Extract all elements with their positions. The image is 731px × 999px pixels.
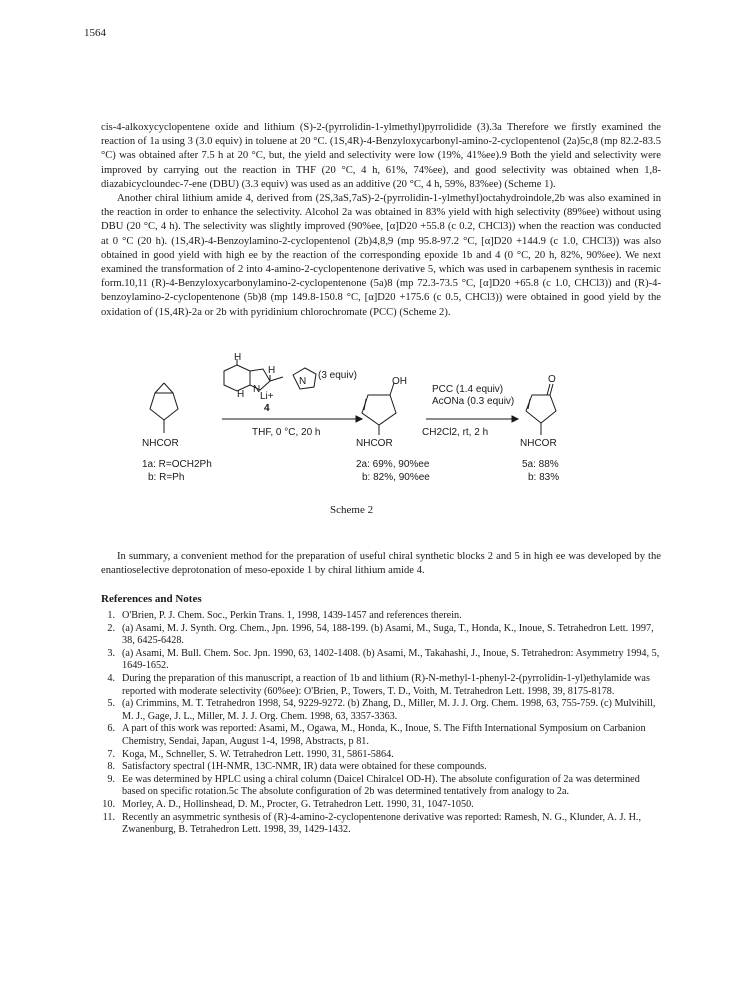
amide-h-right-label: H bbox=[268, 365, 276, 376]
cyclopentenone-structure bbox=[526, 384, 556, 435]
reference-text: Recently an asymmetric synthesis of (R)-4-amino-2-cyclopentenone derivative was reported: Ramesh, N. G., Klunder, A. J. H., Zwanenburg, B. Tetrahedron Lett. 1998, 39, 1429-1432. bbox=[122, 811, 642, 836]
compound-2a-label: 2a: 69%, 90%ee bbox=[356, 459, 430, 470]
reference-item bbox=[101, 812, 661, 837]
reference-text: Morley, A. D., Hollinshead, D. M., Procter, G. Tetrahedron Lett. 1990, 31, 1047-1050. bbox=[122, 798, 474, 810]
reference-item bbox=[101, 749, 661, 762]
step2-reagent-1: PCC (1.4 equiv) bbox=[432, 384, 504, 395]
scheme-caption: Scheme 2 bbox=[330, 504, 374, 516]
compound-5b-label: b: 83% bbox=[528, 472, 560, 483]
reference-text: O'Brien, P. J. Chem. Soc., Perkin Trans. 1, 1998, 1439-1457 and references therein. bbox=[122, 610, 462, 621]
reference-number: 5. bbox=[107, 698, 115, 710]
cyclopentenol-structure bbox=[362, 383, 396, 435]
amide-h-left-label: H bbox=[237, 389, 245, 400]
reference-text: (a) Asami, M. Bull. Chem. Soc. Jpn. 1990, 63, 1402-1408. (b) Asami, M., Takahashi, J., Inoue, S. Tetrahedron: Asymmetry 1994, 5, 1649-1652. bbox=[122, 647, 660, 672]
epoxide-structure bbox=[150, 383, 178, 433]
reference-text: During the preparation of this manuscript, a reaction of 1b and lithium (R)-N-methyl-1-phenyl-2-(pyrrolidin-1-yl)ethylamide was reported with moderate selectivity (60%ee): O'Brien, P., Towers, T. D., Voith, M. Tetrahedron Lett. 1998, 39, 8175-8178. bbox=[122, 672, 650, 697]
reference-item bbox=[101, 623, 661, 648]
reagent-equiv-label: (3 equiv) bbox=[318, 370, 357, 381]
reference-number: 8. bbox=[107, 761, 115, 773]
reference-number: 9. bbox=[107, 773, 115, 785]
page-number: 1564 bbox=[84, 27, 106, 39]
pyrrolidine-n-label: N bbox=[299, 376, 307, 387]
reference-text: (a) Crimmins, M. T. Tetrahedron 1998, 54, 9229-9272. (b) Zhang, D., Miller, M. J. J. Org. Chem. 1998, 63, 755-759. (c) Mulvihill, M. J., Gage, J. L., Miller, M. J. J. Org. Chem. 1998, 63, 3357-3363. bbox=[122, 698, 656, 722]
reference-number: 3. bbox=[107, 647, 115, 659]
paragraph-2: Another chiral lithium amide 4, derived from (2S,3aS,7aS)-2-(pyrrolidin-1-ylmethyl)octahydroindole,2b was also examined in the reaction in order to enhance the selectivity. Alcohol 2a was obtained in 83% yield with high selectivity (89%ee) without using DBU (20 °C, 4 h). The selectivity was slightly improved (90%ee, [α]D20 +55.8 (c 0.2, CHCl3)) when the reaction was conducted at 0 °C (20 h). (1S,4R)-4-Benzoylamino-2-cyclopentenol (2b)4,8,9 (mp 95.8-97.2 °C, [α]D20 +144.9 (c 1.0, CHCl3)) was also obtained in good yield with high ee by the reaction of the corresponding epoxide 1b and 4 (0 °C, 20 h, 82%, 90%ee). We next examined the transformation of 2 into 4-amino-2-cyclopentenone derivative 5, which was used in carbapenem synthesis in racemic form.10,11 (R)-4-Benzyloxycarbonylamino-2-cyclopentenone (5a)8 (mp 72.3-73.5 °C, [α]D20 +65.8 (c 1.0, CHCl3)) and (R)-4-benzoylamino-2-cyclopentenone (5b)8 (mp 149.8-150.8 °C, [α]D20 +175.6 (c 0.5, CHCl3)) were obtained in good yield by the oxidation of (1S,4R)-2a or 2b with pyridinium chlorochromate (PCC) (Scheme 2). bbox=[101, 193, 661, 318]
references-heading: References and Notes bbox=[101, 593, 202, 605]
step2-conditions: CH2Cl2, rt, 2 h bbox=[422, 427, 489, 438]
reference-item bbox=[101, 774, 661, 799]
reference-item bbox=[101, 610, 661, 623]
reference-item bbox=[101, 648, 661, 673]
lithium-label: Li+ bbox=[260, 391, 274, 402]
reference-item bbox=[101, 673, 661, 698]
carbonyl-o-label: O bbox=[548, 374, 556, 385]
reference-text: Koga, M., Schneller, S. W. Tetrahedron Lett. 1990, 31, 5861-5864. bbox=[122, 748, 394, 760]
compound-1a-label: 1a: R=OCH2Ph bbox=[142, 459, 212, 470]
reference-number: 1. bbox=[107, 610, 115, 621]
substituent-2: NHCOR bbox=[356, 438, 393, 449]
substituent-1: NHCOR bbox=[142, 438, 179, 449]
amide-n-label: N bbox=[253, 384, 261, 395]
paragraph-1: cis-4-alkoxycyclopentene oxide and lithium (S)-2-(pyrrolidin-1-ylmethyl)pyrrolidide (3).3a Therefore we firstly examined the reaction of 1a using 3 (3.0 equiv) in toluene at 20 °C. (1S,4R)-4-Benzyloxycarbonyl-amino-2-cyclopentenol (2a)5c,8 (mp 82.2-83.5 °C) was obtained after 7.5 h at 20 °C, but, the yield and selectivity were low (19%, 41%ee).9 Both the yield and selectivity were improved by carrying out the reaction in THF (20 °C, 4 h, 61%, 74%ee), and good selectivity was obtained when 1,8-diazabicycloundec-7-ene (DBU) (3.3 equiv) was used as an additive (20 °C, 4 h, 59%, 83%ee) (Scheme 1). bbox=[101, 122, 661, 190]
hydroxyl-label: OH bbox=[392, 376, 407, 387]
reference-text: Satisfactory spectral (1H-NMR, 13C-NMR, IR) data were obtained for these compounds. bbox=[122, 761, 487, 773]
reference-text: (a) Asami, M. J. Synth. Org. Chem., Jpn. 1996, 54, 188-199. (b) Asami, M., Suga, T., Honda, K., Inoue, S. Tetrahedron Lett. 1997, 38, 6425-6428. bbox=[122, 622, 654, 647]
reference-item bbox=[101, 761, 661, 774]
compound-2b-label: b: 82%, 90%ee bbox=[362, 472, 430, 483]
reference-number: 11. bbox=[102, 811, 115, 823]
reference-item bbox=[101, 799, 661, 812]
substituent-5: NHCOR bbox=[520, 438, 557, 449]
reference-text: Ee was determined by HPLC using a chiral column (Daicel Chiralcel OD-H). The absolute configuration of 2a was determined based on specific rotation.5c The absolute configuration of 2b was determined tentatively from analogy to 2a. bbox=[122, 773, 640, 798]
reference-number: 10. bbox=[102, 798, 115, 810]
amide-h-top-label: H bbox=[234, 353, 242, 363]
reference-number: 2. bbox=[107, 622, 115, 634]
reagent-number-label: 4 bbox=[264, 403, 270, 414]
reference-text: A part of this work was reported: Asami, M., Ogawa, M., Honda, K., Inoue, S. The Fifth International Symposium on Carbanion Chemistry, Sendai, Japan, August 1-4, 1998, Abstracts, p 81. bbox=[122, 723, 646, 747]
compound-1b-label: b: R=Ph bbox=[148, 472, 185, 483]
body-text bbox=[101, 121, 661, 320]
reference-item bbox=[101, 723, 661, 748]
reference-number: 7. bbox=[107, 748, 115, 760]
step1-conditions: THF, 0 °C, 20 h bbox=[252, 427, 321, 438]
reference-item bbox=[101, 698, 661, 723]
reference-number: 4. bbox=[107, 672, 115, 684]
compound-5a-label: 5a: 88% bbox=[522, 459, 559, 470]
reference-number: 6. bbox=[107, 723, 115, 735]
scheme-2 bbox=[130, 353, 610, 528]
step2-reagent-2: AcONa (0.3 equiv) bbox=[432, 396, 515, 407]
reference-list bbox=[101, 610, 661, 837]
summary-paragraph: In summary, a convenient method for the preparation of useful chiral synthetic blocks 2 and 5 in high ee was developed by the enantioselective deprotonation of meso-epoxide 1 by chiral lithium amide 4. bbox=[101, 551, 661, 577]
